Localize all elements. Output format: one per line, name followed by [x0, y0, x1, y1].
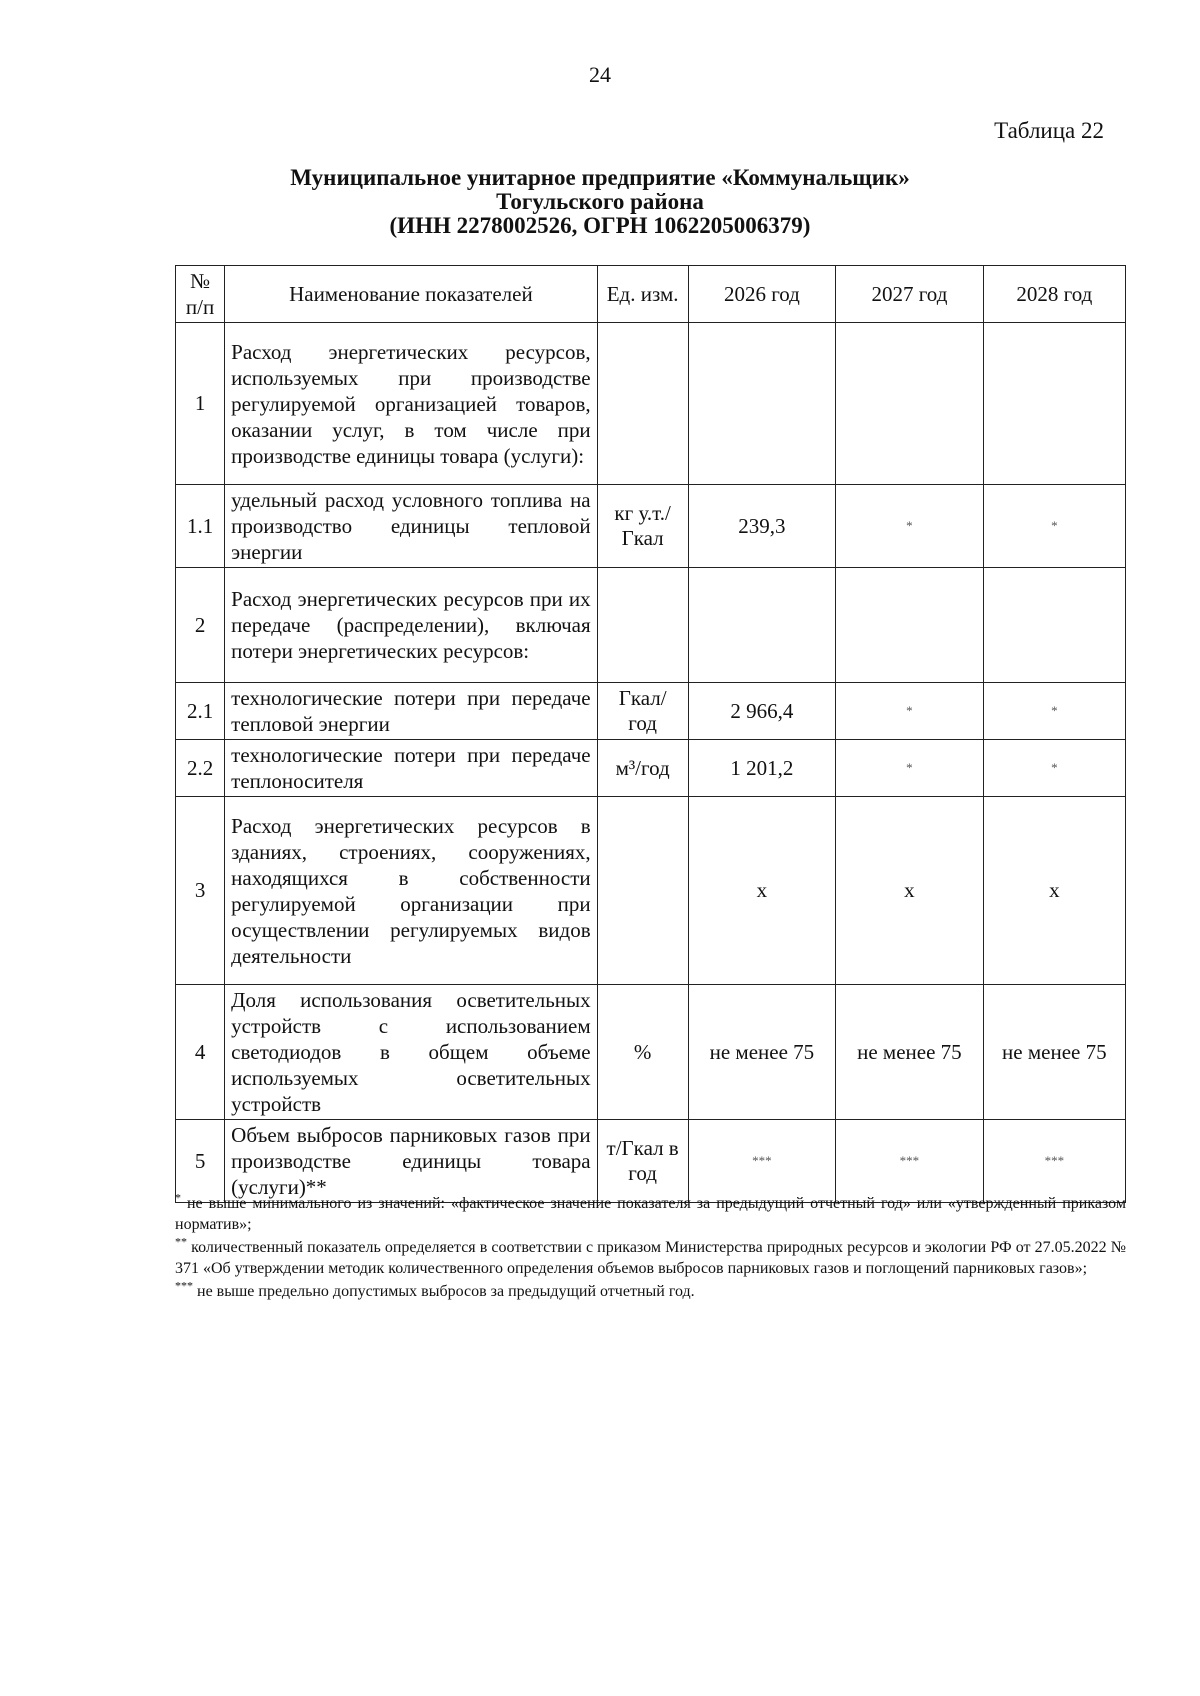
value-2026: не менее 75	[688, 985, 836, 1120]
indicators-table	[175, 265, 1126, 1203]
indicator-name: удельный расход условного топлива на производство единицы тепловой энергии	[225, 485, 597, 568]
header-2026: 2026 год	[688, 266, 836, 323]
value-2027: *	[836, 683, 984, 740]
table-row	[176, 740, 1126, 797]
row-number: 5	[176, 1120, 225, 1203]
unit-cell	[597, 568, 688, 683]
table-row	[176, 485, 1126, 568]
footnote-1	[175, 1190, 1126, 1235]
unit-cell: кг у.т./ Гкал	[597, 485, 688, 568]
indicator-name: Расход энергетических ресурсов в зданиях, строениях, сооружениях, находящихся в собственности регулируемой организации при осуществлении регулируемых видов деятельности	[225, 797, 597, 985]
footnote-1-mark: *	[175, 1190, 181, 1205]
footnote-3-text: не выше предельно допустимых выбросов за предыдущий отчетный год.	[193, 1283, 695, 1300]
value-2028	[983, 568, 1125, 683]
value-2027: *	[836, 740, 984, 797]
value-2026	[688, 568, 836, 683]
unit-cell	[597, 797, 688, 985]
header-unit: Ед. изм.	[597, 266, 688, 323]
organization-title	[250, 166, 950, 238]
indicator-name: технологические потери при передаче тепловой энергии	[225, 683, 597, 740]
row-number: 4	[176, 985, 225, 1120]
header-name: Наименование показателей	[225, 266, 597, 323]
value-2026: 239,3	[688, 485, 836, 568]
footnote-3	[175, 1278, 1126, 1302]
table-row	[176, 568, 1126, 683]
value-2028: х	[983, 797, 1125, 985]
header-2028: 2028 год	[983, 266, 1125, 323]
footnote-2-text: количественный показатель определяется в соответствии с приказом Министерства природных ресурсов и экологии РФ от 27.05.2022 № 371 «Об утверждении методик количественного определения объемов выбросов парниковых газов и поглощений парниковых газов»;	[175, 1239, 1126, 1277]
value-2027: ***	[836, 1120, 984, 1203]
value-2027: х	[836, 797, 984, 985]
value-2027: *	[836, 485, 984, 568]
indicator-name: технологические потери при передаче теплоносителя	[225, 740, 597, 797]
unit-cell: м³/год	[597, 740, 688, 797]
value-2028: *	[983, 740, 1125, 797]
indicator-name: Объем выбросов парниковых газов при производстве единицы товара (услуги)**	[225, 1120, 597, 1203]
value-2026: х	[688, 797, 836, 985]
value-2028: не менее 75	[983, 985, 1125, 1120]
value-2026	[688, 323, 836, 485]
table-row	[176, 1120, 1126, 1203]
value-2028: ***	[983, 1120, 1125, 1203]
org-title-line-1: Муниципальное унитарное предприятие «Коммунальщик»	[290, 165, 910, 190]
header-2027: 2027 год	[836, 266, 984, 323]
value-2027	[836, 323, 984, 485]
footnote-2	[175, 1234, 1126, 1279]
row-number: 2	[176, 568, 225, 683]
value-2026: 2 966,4	[688, 683, 836, 740]
table-row	[176, 797, 1126, 985]
unit-cell: Гкал/ год	[597, 683, 688, 740]
page-number: 24	[589, 62, 611, 87]
footnote-2-mark: **	[175, 1234, 187, 1249]
value-2027: не менее 75	[836, 985, 984, 1120]
value-2026: ***	[688, 1120, 836, 1203]
row-number: 1.1	[176, 485, 225, 568]
indicator-name: Доля использования осветительных устройств с использованием светодиодов в общем объеме используемых осветительных устройств	[225, 985, 597, 1120]
header-num: № п/п	[176, 266, 225, 323]
row-number: 2.2	[176, 740, 225, 797]
value-2026: 1 201,2	[688, 740, 836, 797]
org-title-line-3: (ИНН 2278002526, ОГРН 1062205006379)	[389, 213, 811, 238]
table-row	[176, 683, 1126, 740]
table-row	[176, 985, 1126, 1120]
org-title-line-2: Тогульского района	[496, 189, 704, 214]
footnote-3-mark: ***	[175, 1278, 193, 1293]
unit-cell: т/Гкал в год	[597, 1120, 688, 1203]
table-row	[176, 323, 1126, 485]
value-2027	[836, 568, 984, 683]
value-2028: *	[983, 485, 1125, 568]
unit-cell	[597, 323, 688, 485]
value-2028	[983, 323, 1125, 485]
indicator-name: Расход энергетических ресурсов, используемых при производстве регулируемой организацией товаров, оказании услуг, в том числе при производстве единицы товара (услуги):	[225, 323, 597, 485]
unit-cell: %	[597, 985, 688, 1120]
footnotes	[175, 1190, 1126, 1304]
value-2028: *	[983, 683, 1125, 740]
header-row	[176, 266, 1126, 323]
row-number: 1	[176, 323, 225, 485]
table-label: Таблица 22	[994, 118, 1104, 143]
row-number: 2.1	[176, 683, 225, 740]
footnote-1-text: не выше минимального из значений: «фактическое значение показателя за предыдущий отчетный год» или «утвержденный приказом норматив»;	[175, 1195, 1126, 1233]
row-number: 3	[176, 797, 225, 985]
indicator-name: Расход энергетических ресурсов при их передаче (распределении), включая потери энергетических ресурсов:	[225, 568, 597, 683]
